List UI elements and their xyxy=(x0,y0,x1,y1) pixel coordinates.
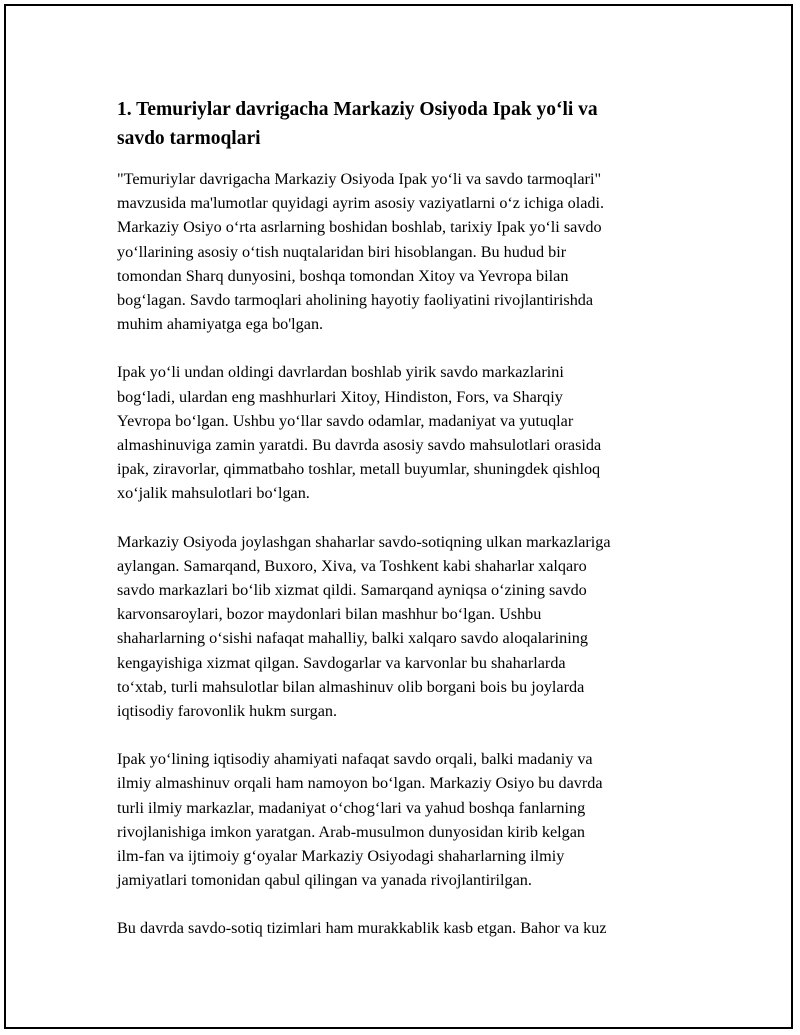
text-line: Ipak yo‘lining iqtisodiy ahamiyati nafaqat savdo orqali, balki madaniy va xyxy=(117,750,593,769)
document-body xyxy=(117,95,687,965)
text-line: aylangan. Samarqand, Buxoro, Xiva, va Toshkent kabi shaharlar xalqaro xyxy=(117,556,587,575)
text-line: kengayishiga xizmat qilgan. Savdogarlar va karvonlar bu shaharlarda xyxy=(117,653,566,672)
text-line: karvonsaroylari, bozor maydonlari bilan mashhur bo‘lgan. Ushbu xyxy=(117,605,542,624)
heading-line: savdo tarmoqlari xyxy=(117,128,261,149)
text-line: turli ilmiy markazlar, madaniyat o‘chog‘lari va yahud boshqa fanlarning xyxy=(117,798,586,817)
text-line: jamiyatlari tomonidan qabul qilingan va yanada rivojlantirilgan. xyxy=(117,871,532,890)
paragraph xyxy=(117,530,687,724)
section-heading xyxy=(117,95,687,153)
heading-line: 1. Temuriylar davrigacha Markaziy Osiyoda Ipak yo‘li va xyxy=(117,99,598,120)
text-line: Yevropa bo‘lgan. Ushbu yo‘llar savdo odamlar, madaniyat va yutuqlar xyxy=(117,411,574,430)
text-line: ilmiy almashinuv orqali ham namoyon bo‘lgan. Markaziy Osiyo bu davrda xyxy=(117,774,603,793)
text-line: iqtisodiy farovonlik hukm surgan. xyxy=(117,702,338,721)
text-line: shaharlarning o‘sishi nafaqat mahalliy, balki xalqaro savdo aloqalarining xyxy=(117,629,588,648)
text-line: ipak, ziravorlar, qimmatbaho toshlar, metall buyumlar, shuningdek qishloq xyxy=(117,460,601,479)
text-line: Ipak yo‘li undan oldingi davrlardan boshlab yirik savdo markazlarini xyxy=(117,363,564,382)
text-line: mavzusida ma'lumotlar quyidagi ayrim asosiy vaziyatlarni o‘z ichiga oladi. xyxy=(117,194,605,213)
paragraph xyxy=(117,747,687,892)
text-line: ilm-fan va ijtimoiy g‘oyalar Markaziy Osiyodagi shaharlarning ilmiy xyxy=(117,847,565,866)
text-line: xo‘jalik mahsulotlari bo‘lgan. xyxy=(117,484,310,503)
text-line: Markaziy Osiyoda joylashgan shaharlar savdo-sotiqning ulkan markazlariga xyxy=(117,532,611,551)
text-line: muhim ahamiyatga ega bo'lgan. xyxy=(117,315,324,334)
text-line: to‘xtab, turli mahsulotlar bilan almashinuv olib borgani bois bu joylarda xyxy=(117,677,585,696)
text-line: almashinuviga zamin yaratdi. Bu davrda asosiy savdo mahsulotlari orasida xyxy=(117,436,602,455)
text-line: Bu davrda savdo-sotiq tizimlari ham murakkablik kasb etgan. Bahor va kuz xyxy=(117,919,607,938)
text-line: savdo markazlari bo‘lib xizmat qildi. Samarqand ayniqsa o‘zining savdo xyxy=(117,581,587,600)
text-line: bog‘lagan. Savdo tarmoqlari aholining hayotiy faoliyatini rivojlantirishda xyxy=(117,291,594,310)
paragraph xyxy=(117,916,687,940)
text-line: tomondan Sharq dunyosini, boshqa tomondan Xitoy va Yevropa bilan xyxy=(117,266,569,285)
text-line: bog‘ladi, ulardan eng mashhurlari Xitoy, Hindiston, Fors, va Sharqiy xyxy=(117,387,563,406)
paragraph xyxy=(117,167,687,336)
text-line: rivojlanishiga imkon yaratgan. Arab-musulmon dunyosidan kirib kelgan xyxy=(117,822,586,841)
text-line: Markaziy Osiyo o‘rta asrlarning boshidan boshlab, tarixiy Ipak yo‘li savdo xyxy=(117,218,602,237)
text-line: yo‘llarining asosiy o‘tish nuqtalaridan biri hisoblangan. Bu hudud bir xyxy=(117,242,567,261)
paragraph xyxy=(117,360,687,505)
text-line: "Temuriylar davrigacha Markaziy Osiyoda Ipak yo‘li va savdo tarmoqlari" xyxy=(117,170,602,188)
